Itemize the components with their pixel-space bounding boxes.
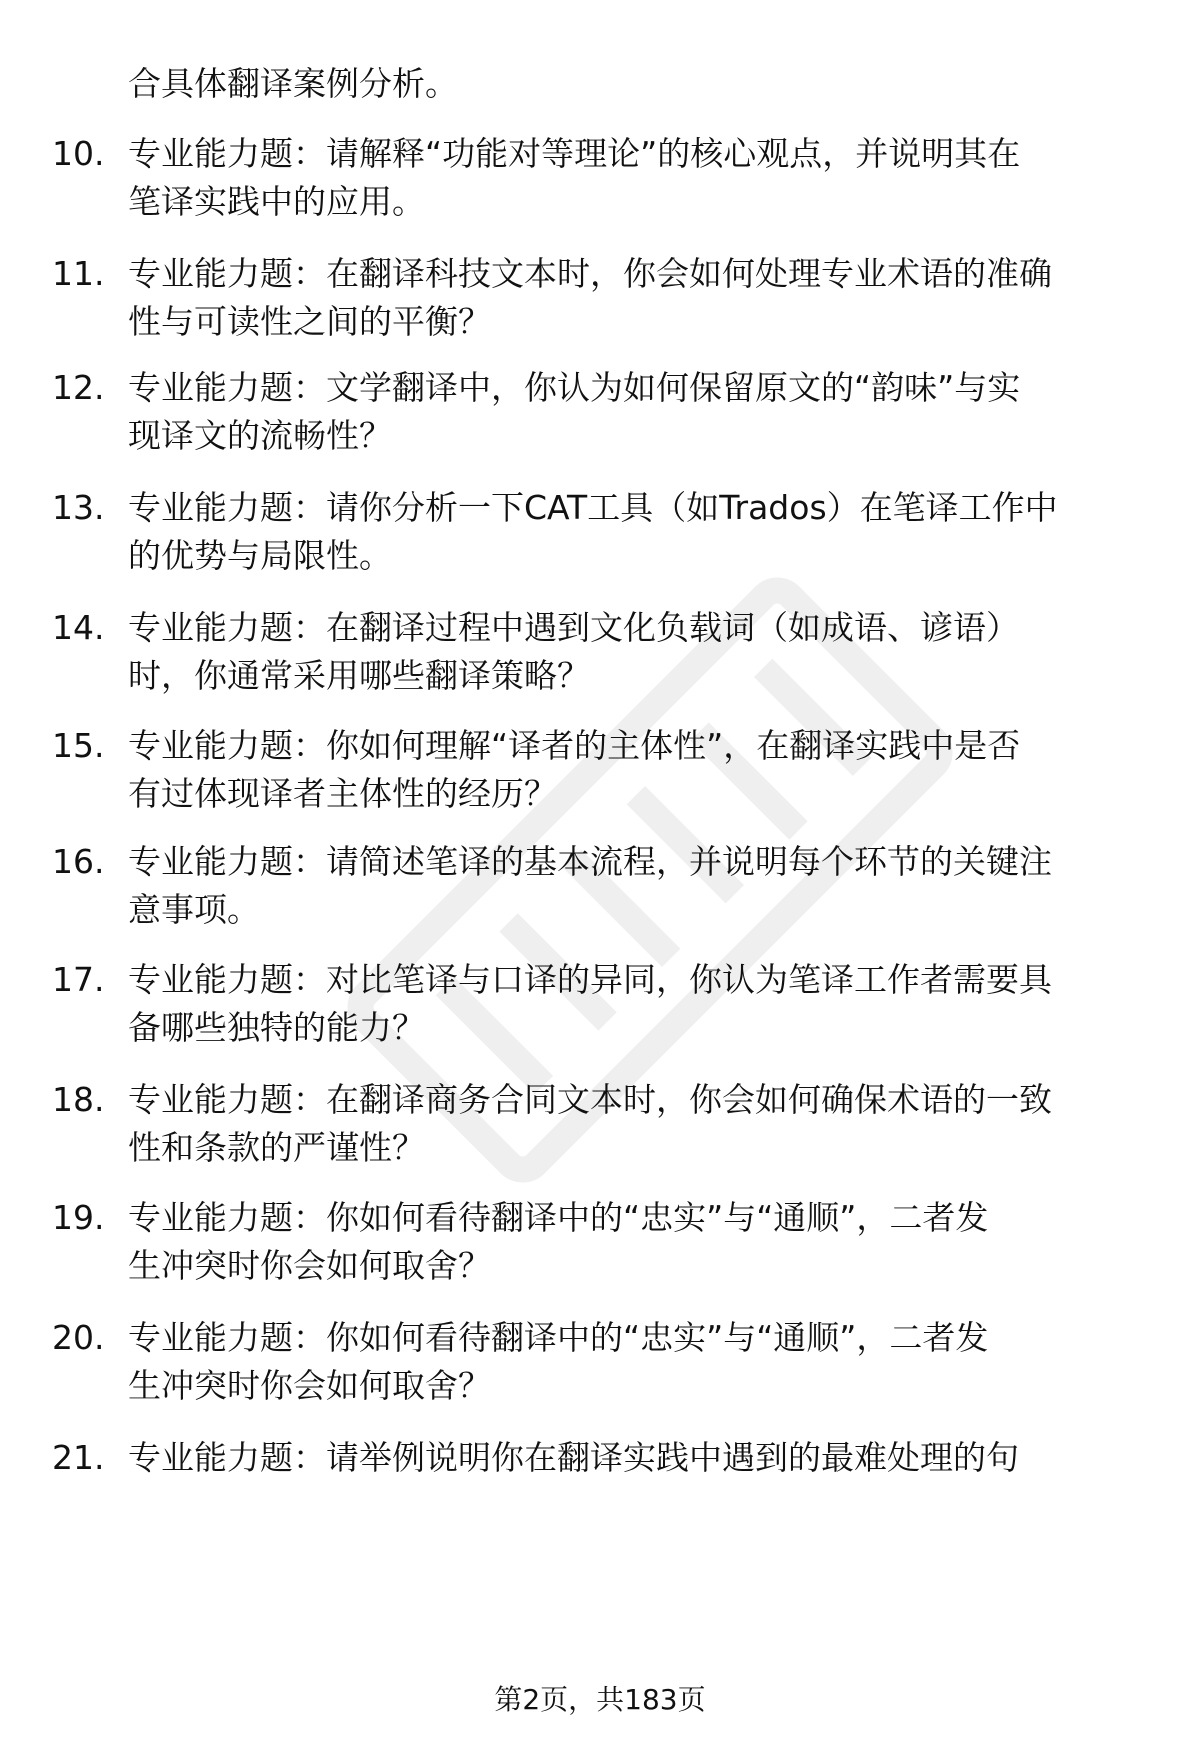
item-text-line: 专业能力题：文学翻译中，你认为如何保留原文的“韵味”与实 (128, 368, 1021, 407)
item-text-line: 有过体现译者主体性的经历？ (128, 774, 557, 813)
item-text-line: 生冲突时你会如何取舍？ (128, 1366, 491, 1405)
item-text-line: 专业能力题：请举例说明你在翻译实践中遇到的最难处理的句 (128, 1438, 1019, 1477)
item-text-line: 专业能力题：在翻译过程中遇到文化负载词（如成语、谚语） (128, 608, 1019, 647)
item-number: 16. (52, 842, 105, 881)
item-text-line: 时，你通常采用哪些翻译策略？ (128, 656, 590, 695)
item-text-line: 专业能力题：你如何看待翻译中的“忠实”与“通顺”，二者发 (128, 1318, 989, 1357)
item-number: 13. (52, 488, 105, 527)
item-number: 19. (52, 1198, 105, 1237)
item-text-line: 专业能力题：你如何理解“译者的主体性”，在翻译实践中是否 (128, 726, 1021, 765)
item-text-line: 专业能力题：对比笔译与口译的异同，你认为笔译工作者需要具 (128, 960, 1052, 999)
item-text-line: 专业能力题：在翻译科技文本时，你会如何处理专业术语的准确 (128, 254, 1052, 293)
item-number: 14. (52, 608, 105, 647)
item-number: 15. (52, 726, 105, 765)
item-text-line: 的优势与局限性。 (128, 536, 392, 575)
continuation-text: 合具体翻译案例分析。 (128, 64, 458, 103)
item-text-line: 专业能力题：请你分析一下CAT工具（如Trados）在笔译工作中 (128, 488, 1058, 527)
page-number-footer: 第2页，共183页 (494, 1683, 706, 1716)
item-text-line: 备哪些独特的能力？ (128, 1008, 425, 1047)
item-number: 17. (52, 960, 105, 999)
item-text-line: 现译文的流畅性？ (128, 416, 392, 455)
item-number: 10. (52, 134, 105, 173)
item-text-line: 生冲突时你会如何取舍？ (128, 1246, 491, 1285)
item-text-line: 意事项。 (128, 890, 260, 929)
item-number: 21. (52, 1438, 105, 1477)
item-number: 11. (52, 254, 105, 293)
item-number: 12. (52, 368, 105, 407)
item-text-line: 专业能力题：你如何看待翻译中的“忠实”与“通顺”，二者发 (128, 1198, 989, 1237)
item-text-line: 专业能力题：请解释“功能对等理论”的核心观点，并说明其在 (128, 134, 1021, 173)
item-number: 20. (52, 1318, 105, 1357)
item-text-line: 性和条款的严谨性？ (128, 1128, 425, 1167)
item-text-line: 专业能力题：在翻译商务合同文本时，你会如何确保术语的一致 (128, 1080, 1052, 1119)
item-number: 18. (52, 1080, 105, 1119)
item-text-line: 笔译实践中的应用。 (128, 182, 425, 221)
item-text-line: 专业能力题：请简述笔译的基本流程，并说明每个环节的关键注 (128, 842, 1052, 881)
item-text-line: 性与可读性之间的平衡？ (128, 302, 491, 341)
